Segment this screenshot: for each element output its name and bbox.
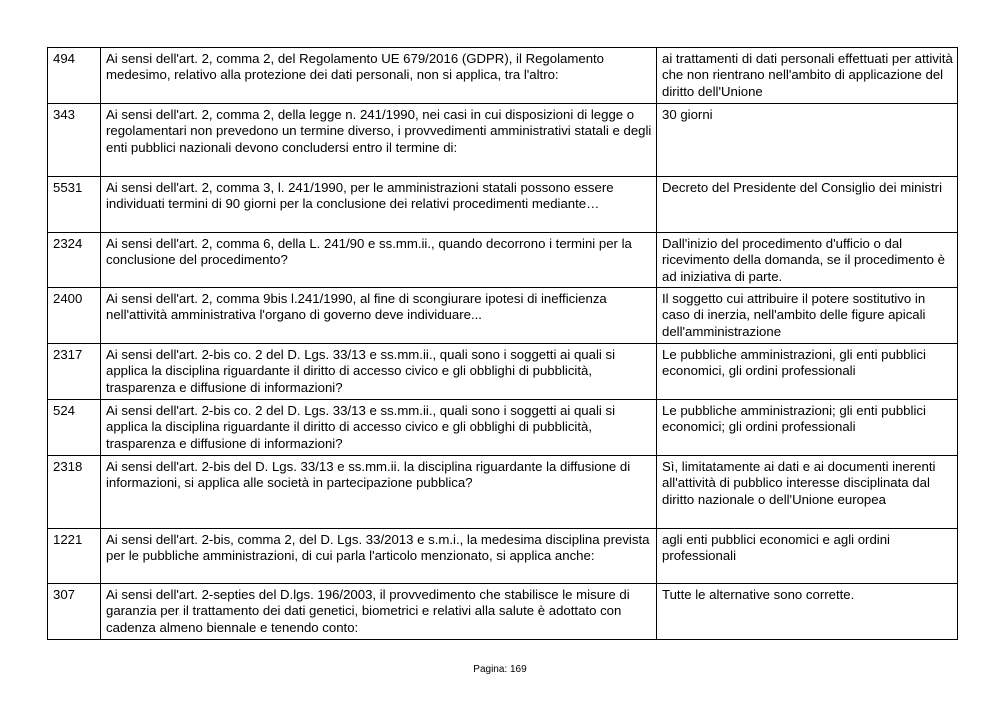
- table-row: [48, 584, 958, 640]
- answer-text: Le pubbliche amministrazioni, gli enti pubblici economici, gli ordini professionali: [657, 344, 958, 400]
- answer-text: agli enti pubblici economici e agli ordini professionali: [657, 529, 958, 584]
- question-id: 2324: [48, 233, 101, 288]
- question-text: Ai sensi dell'art. 2, comma 2, del Regolamento UE 679/2016 (GDPR), il Regolamento medesimo, relativo alla protezione dei dati personali, non si applica, tra l'altro:: [101, 48, 657, 104]
- page-number: Pagina: 169: [473, 664, 527, 675]
- table-row: [48, 529, 958, 584]
- answer-text: Sì, limitatamente ai dati e ai documenti inerenti all'attività di pubblico interesse disciplinata dal diritto nazionale o dell'Unione europea: [657, 456, 958, 529]
- answer-text: Tutte le alternative sono corrette.: [657, 584, 958, 640]
- question-id: 2318: [48, 456, 101, 529]
- table-row: [48, 288, 958, 344]
- table-row: [48, 400, 958, 456]
- question-text: Ai sensi dell'art. 2-bis co. 2 del D. Lgs. 33/13 e ss.mm.ii., quali sono i soggetti ai quali si applica la disciplina riguardante il diritto di accesso civico e gli obblighi di pubblicità, trasparenza e diffusione di informazioni?: [101, 400, 657, 456]
- answer-text: Dall'inizio del procedimento d'ufficio o dal ricevimento della domanda, se il procedimento è ad iniziativa di parte.: [657, 233, 958, 288]
- question-text: Ai sensi dell'art. 2-bis del D. Lgs. 33/13 e ss.mm.ii. la disciplina riguardante la diffusione di informazioni, si applica alle società in partecipazione pubblica?: [101, 456, 657, 529]
- question-text: Ai sensi dell'art. 2-bis co. 2 del D. Lgs. 33/13 e ss.mm.ii., quali sono i soggetti ai quali si applica la disciplina riguardante il diritto di accesso civico e gli obblighi di pubblicità, trasparenza e diffusione di informazioni?: [101, 344, 657, 400]
- question-text: Ai sensi dell'art. 2, comma 2, della legge n. 241/1990, nei casi in cui disposizioni di legge o regolamentari non prevedono un termine diverso, i provvedimenti amministrativi statali e degli enti pubblici nazionali devono concludersi entro il termine di:: [101, 104, 657, 177]
- question-id: 343: [48, 104, 101, 177]
- question-table: [47, 47, 958, 640]
- question-id: 2317: [48, 344, 101, 400]
- answer-text: Il soggetto cui attribuire il potere sostitutivo in caso di inerzia, nell'ambito delle figure apicali dell'amministrazione: [657, 288, 958, 344]
- table-row: [48, 104, 958, 177]
- question-id: 307: [48, 584, 101, 640]
- question-id: 494: [48, 48, 101, 104]
- table-row: [48, 344, 958, 400]
- question-id: 524: [48, 400, 101, 456]
- question-text: Ai sensi dell'art. 2, comma 9bis l.241/1990, al fine di scongiurare ipotesi di inefficienza nell'attività amministrativa l'organo di governo deve individuare...: [101, 288, 657, 344]
- question-text: Ai sensi dell'art. 2-bis, comma 2, del D. Lgs. 33/2013 e s.m.i., la medesima disciplina prevista per le pubbliche amministrazioni, di cui parla l'articolo menzionato, si applica anche:: [101, 529, 657, 584]
- question-text: Ai sensi dell'art. 2-septies del D.lgs. 196/2003, il provvedimento che stabilisce le misure di garanzia per il trattamento dei dati genetici, biometrici e relativi alla salute è adottato con cadenza almeno biennale e tenendo conto:: [101, 584, 657, 640]
- question-text: Ai sensi dell'art. 2, comma 6, della L. 241/90 e ss.mm.ii., quando decorrono i termini per la conclusione del procedimento?: [101, 233, 657, 288]
- question-id: 2400: [48, 288, 101, 344]
- answer-text: Le pubbliche amministrazioni; gli enti pubblici economici; gli ordini professionali: [657, 400, 958, 456]
- question-id: 1221: [48, 529, 101, 584]
- answer-text: ai trattamenti di dati personali effettuati per attività che non rientrano nell'ambito di applicazione del diritto dell'Unione: [657, 48, 958, 104]
- answer-text: 30 giorni: [657, 104, 958, 177]
- question-text: Ai sensi dell'art. 2, comma 3, l. 241/1990, per le amministrazioni statali possono essere individuati termini di 90 giorni per la conclusione dei relativi procedimenti mediante…: [101, 177, 657, 233]
- answer-text: Decreto del Presidente del Consiglio dei ministri: [657, 177, 958, 233]
- table-row: [48, 456, 958, 529]
- question-id: 5531: [48, 177, 101, 233]
- table-row: [48, 177, 958, 233]
- table-row: [48, 233, 958, 288]
- table-row: [48, 48, 958, 104]
